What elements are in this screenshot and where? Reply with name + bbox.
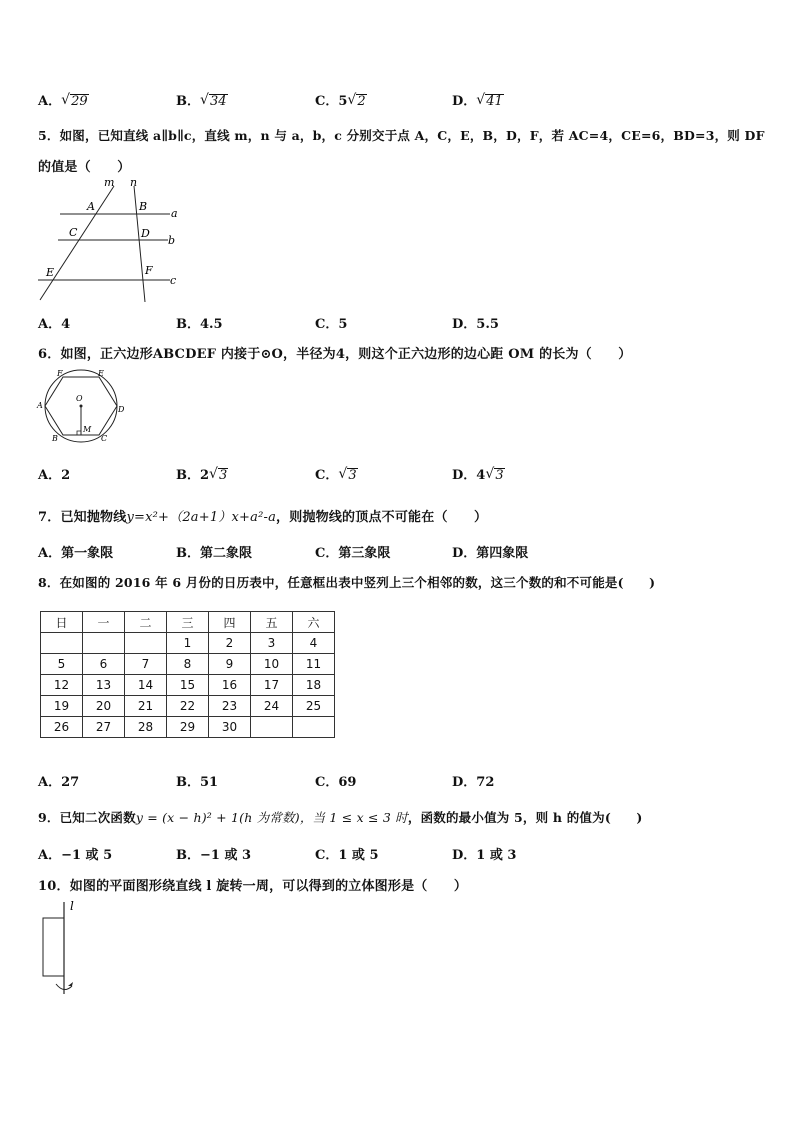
calendar-table [40,611,335,738]
q6-option-d[interactable] [452,464,505,483]
calendar-header-cell: 日 [41,612,83,633]
q6-option-d-label: D．4 [452,468,486,483]
calendar-cell [83,633,125,654]
calendar-row [41,633,335,654]
q5-parallel-lines-figure [30,174,190,306]
calendar-row [41,696,335,717]
q4-option-d[interactable] [452,90,504,109]
arrowhead-icon [68,982,73,986]
label-b: b [168,234,176,247]
calendar-header-cell: 一 [83,612,125,633]
calendar-cell: 2 [209,633,251,654]
q5-option-b[interactable]: B．4.5 [176,317,223,332]
q9-formula: y = (x − h)² + 1(h 为常数)，当 1 ≤ x ≤ 3 时 [135,810,408,825]
q7-stem [38,506,487,525]
q4-option-b[interactable] [176,90,228,109]
label-E: E [98,369,104,378]
q8-option-d[interactable]: D．72 [452,775,495,790]
label-A: A [87,200,95,213]
calendar-header-cell: 二 [125,612,167,633]
calendar-cell [293,717,335,738]
calendar-cell: 19 [41,696,83,717]
q9-option-d[interactable]: D．1 或 3 [452,848,517,863]
q9-stem [38,808,642,826]
q6-option-b-label: B．2 [176,468,210,483]
q5-option-d[interactable]: D．5.5 [452,317,499,332]
calendar-cell: 23 [209,696,251,717]
calendar-cell: 14 [125,675,167,696]
calendar-row [41,654,335,675]
sqrt-symbol: √ 3 [485,468,504,483]
sqrt-symbol: √ 3 [338,468,357,483]
q5-stem-line1: 5．如图，已知直线 a∥b∥c，直线 m，n 与 a，b，c 分别交于点 A，C，E，B，D，F，若 AC=4，CE=6，BD=3，则 DF [38,128,765,143]
label-B: B [139,200,148,213]
sqrt-symbol: √ 2 [347,94,366,109]
calendar-cell: 13 [83,675,125,696]
calendar-cell: 12 [41,675,83,696]
q10-rotation-figure [36,898,86,998]
calendar-cell: 9 [209,654,251,675]
right-angle-mark [77,431,81,435]
q7-option-a[interactable]: A．第一象限 [38,546,114,561]
calendar-cell: 4 [293,633,335,654]
calendar-row [41,675,335,696]
q6-hexagon-figure [34,366,130,446]
calendar-cell: 7 [125,654,167,675]
point-o [80,405,83,408]
calendar-cell: 21 [125,696,167,717]
q6-option-b[interactable] [176,464,228,483]
line-m [40,186,114,300]
calendar-cell [251,717,293,738]
calendar-cell: 24 [251,696,293,717]
q6-option-c-label: C． [315,468,339,483]
q10-stem: 10．如图的平面图形绕直线 l 旋转一周，可以得到的立体图形是（ ） [38,879,468,894]
q6-option-a-label: A．2 [38,468,71,483]
calendar-cell: 10 [251,654,293,675]
label-A: A [37,401,43,410]
calendar-cell: 11 [293,654,335,675]
q9-suffix: ，函数的最小值为 5，则 h 的值为( ) [407,810,643,825]
q8-option-c[interactable]: C．69 [315,775,357,790]
label-D: D [118,405,125,414]
q5-stem-line2: 的值是（ ） [38,160,131,175]
sqrt-symbol: √ 29 [61,94,89,109]
q4-option-a-label: A． [38,94,62,109]
q8-option-a[interactable]: A．27 [38,775,80,790]
q7-suffix: ，则抛物线的顶点不可能在（ ） [276,510,488,525]
calendar-cell: 18 [293,675,335,696]
label-C: C [69,226,78,239]
calendar-cell [41,633,83,654]
q6-stem: 6．如图，正六边形ABCDEF 内接于⊙O，半径为4，则这个正六边形的边心距 OM 的长为（ ） [38,347,632,362]
label-F: F [145,264,153,277]
q8-stem: 8．在如图的 2016 年 6 月份的日历表中，任意框出表中竖列上三个相邻的数，这三个数的和不可能是( ) [38,575,656,590]
q4-option-c[interactable] [315,90,367,109]
calendar-cell: 29 [167,717,209,738]
calendar-header-cell: 三 [167,612,209,633]
calendar-header-cell: 五 [251,612,293,633]
q7-option-d[interactable]: D．第四象限 [452,546,529,561]
calendar-header-cell: 四 [209,612,251,633]
calendar-cell: 15 [167,675,209,696]
label-a: a [171,207,178,220]
calendar-cell: 16 [209,675,251,696]
q9-option-a[interactable]: A．−1 或 5 [38,848,113,863]
q8-option-b[interactable]: B．51 [176,775,219,790]
q5-option-a[interactable]: A．4 [38,317,71,332]
calendar-cell: 20 [83,696,125,717]
label-D: D [141,227,150,240]
sqrt-symbol: √ 34 [200,94,228,109]
calendar-cell: 30 [209,717,251,738]
q9-option-b[interactable]: B．−1 或 3 [176,848,252,863]
calendar-row [41,717,335,738]
label-M: M [83,425,92,434]
label-C: C [101,434,108,443]
calendar-cell: 28 [125,717,167,738]
q4-option-a[interactable] [38,90,89,109]
rectangle-shape [43,918,64,976]
label-m: m [104,176,115,189]
calendar-cell: 6 [83,654,125,675]
calendar-cell: 8 [167,654,209,675]
q4-option-c-label: C．5 [315,94,348,109]
calendar-header-cell: 六 [293,612,335,633]
calendar-cell: 3 [251,633,293,654]
q7-prefix: 7．已知抛物线 [38,510,127,525]
calendar-header-row [41,612,335,633]
calendar-cell [125,633,167,654]
calendar-cell: 22 [167,696,209,717]
calendar-cell: 1 [167,633,209,654]
label-B: B [52,434,58,443]
label-F: F [57,369,63,378]
q7-option-b[interactable]: B．第二象限 [176,546,252,561]
label-c: c [170,274,177,287]
q5-option-c[interactable]: C．5 [315,317,348,332]
sqrt-symbol: √ 41 [476,94,504,109]
calendar-cell: 17 [251,675,293,696]
calendar-cell: 26 [41,717,83,738]
calendar-cell: 5 [41,654,83,675]
q7-formula: y=x²+（2a+1）x+a²-a [126,510,277,525]
sqrt-symbol: √ 3 [209,468,228,483]
label-E: E [46,266,55,279]
label-O: O [76,394,83,403]
q7-option-c[interactable]: C．第三象限 [315,546,391,561]
label-n: n [130,176,138,189]
q9-prefix: 9．已知二次函数 [38,810,136,825]
q4-option-b-label: B． [176,94,200,109]
q6-option-c[interactable] [315,464,358,483]
calendar-cell: 27 [83,717,125,738]
label-l: l [70,899,74,913]
q4-option-d-label: D． [452,94,477,109]
q6-option-a[interactable] [38,464,70,483]
q9-option-c[interactable]: C．1 或 5 [315,848,379,863]
calendar-cell: 25 [293,696,335,717]
